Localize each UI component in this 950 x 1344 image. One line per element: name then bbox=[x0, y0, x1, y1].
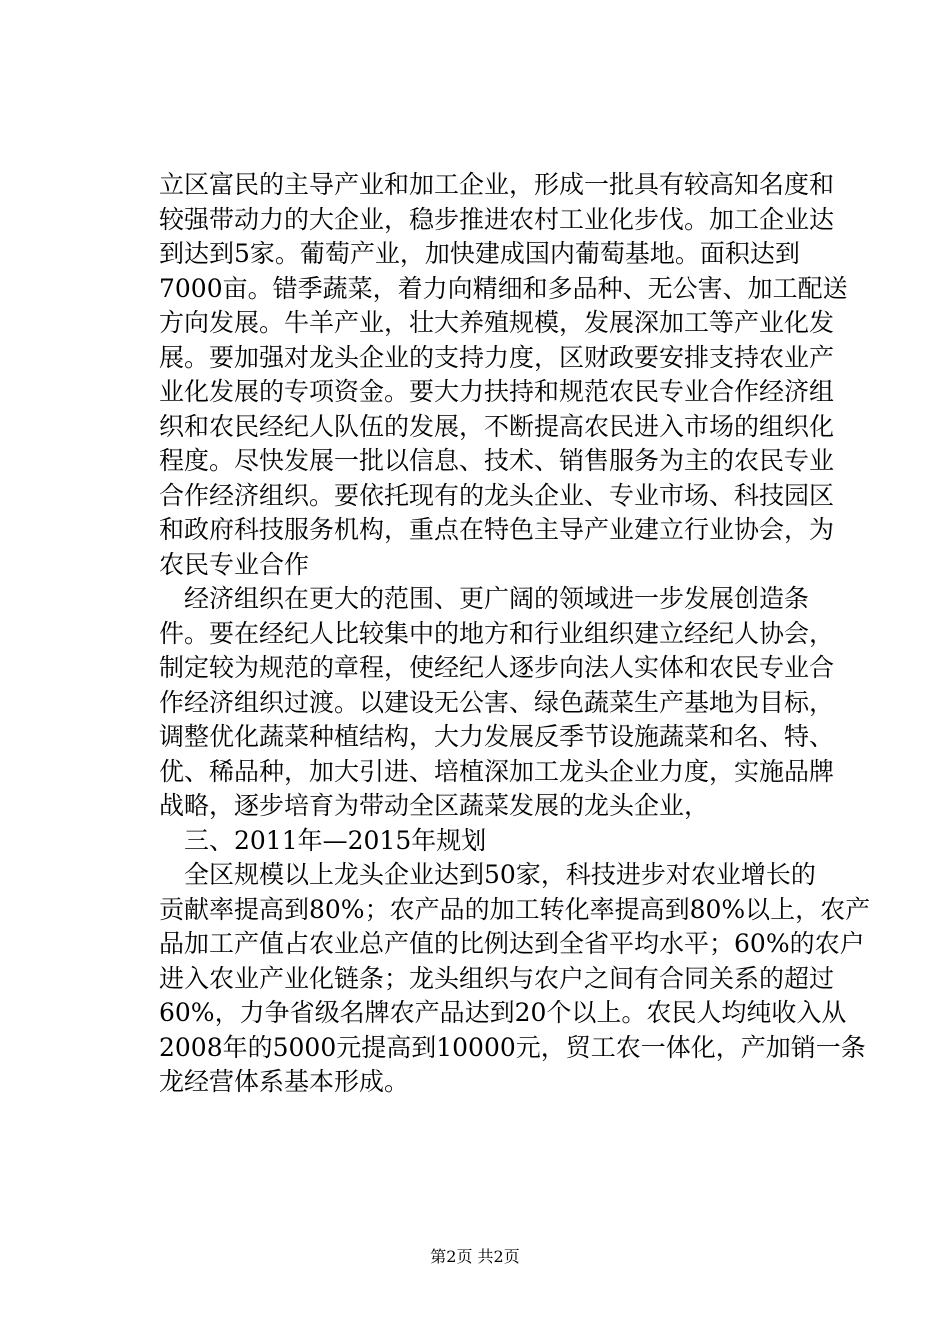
text-line: 件。要在经纪人比较集中的地方和行业组织建立经纪人协会， bbox=[159, 618, 835, 648]
text-line: 7000亩。错季蔬菜，着力向精细和多品种、无公害、加工配送 bbox=[159, 273, 848, 303]
text-line: 品加工产值占农业总产值的比例达到全省平均水平；60%的农户 bbox=[159, 929, 865, 958]
text-line: 织和农民经纪人队伍的发展，不断提高农民进入市场的组织化 bbox=[159, 411, 835, 441]
text-line: 优、稀品种，加大引进、培植深加工龙头企业力度，实施品牌 bbox=[159, 756, 835, 786]
text-line: 全区规模以上龙头企业达到50家，科技进步对农业增长的 bbox=[184, 860, 816, 889]
text-line: 60%，力争省级名牌农产品达到20个以上。农民人均纯收入从 bbox=[159, 998, 847, 1027]
text-line: 三、2011年—2015年规划 bbox=[184, 825, 487, 855]
text-line: 战略，逐步培育为带动全区蔬菜发展的龙头企业， bbox=[159, 791, 710, 820]
page-footer: 第2页 共2页 bbox=[430, 1247, 520, 1266]
document-body bbox=[159, 168, 871, 1100]
text-line: 经济组织在更大的范围、更广阔的领域进一步发展创造条 bbox=[184, 584, 810, 613]
text-line: 贡献率提高到80%；农产品的加工转化率提高到80%以上，农产 bbox=[159, 894, 871, 924]
text-line: 作经济组织过渡。以建设无公害、绿色蔬菜生产基地为目标， bbox=[159, 687, 835, 717]
text-line: 和政府科技服务机构，重点在特色主导产业建立行业协会，为 bbox=[159, 515, 835, 544]
text-line: 调整优化蔬菜种植结构，大力发展反季节设施蔬菜和名、特、 bbox=[159, 722, 835, 751]
text-line: 到达到5家。葡萄产业，加快建成国内葡萄基地。面积达到 bbox=[159, 239, 800, 268]
text-line: 2008年的5000元提高到10000元，贸工农一体化，产加销一条 bbox=[159, 1032, 866, 1062]
text-line: 进入农业产业化链条；龙头组织与农户之间有合同关系的超过 bbox=[159, 963, 835, 993]
text-line: 程度。尽快发展一批以信息、技术、销售服务为主的农民专业 bbox=[159, 446, 835, 475]
text-line: 较强带动力的大企业，稳步推进农村工业化步伐。加工企业达 bbox=[159, 204, 835, 234]
text-line: 龙经营体系基本形成。 bbox=[159, 1067, 410, 1096]
text-line: 制定较为规范的章程，使经纪人逐步向法人实体和农民专业合 bbox=[159, 653, 835, 682]
text-line: 农民专业合作 bbox=[159, 549, 310, 579]
text-line: 方向发展。牛羊产业，壮大养殖规模，发展深加工等产业化发 bbox=[159, 308, 835, 337]
text-line: 业化发展的专项资金。要大力扶持和规范农民专业合作经济组 bbox=[159, 377, 835, 406]
text-line: 展。要加强对龙头企业的支持力度，区财政要安排支持农业产 bbox=[159, 342, 835, 372]
text-line: 立区富民的主导产业和加工企业，形成一批具有较高知名度和 bbox=[159, 170, 835, 199]
text-line: 合作经济组织。要依托现有的龙头企业、专业市场、科技园区 bbox=[159, 480, 835, 510]
